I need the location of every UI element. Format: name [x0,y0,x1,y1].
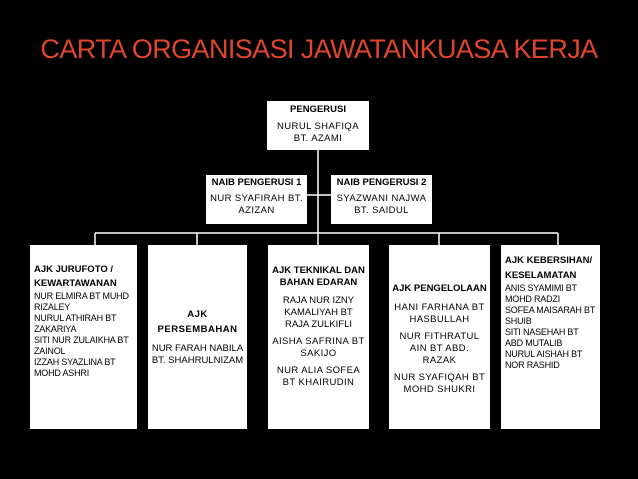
ajk-jurufoto-member: SITI NUR ZULAIKHA BT ZAINOL [34,335,129,356]
ajk-kebersihan-member: ANIS SYAMIMI BT MOHD RADZI [505,283,577,304]
naib-2-role: NAIB PENGERUSI 2 [336,177,427,188]
page-title: CARTA ORGANISASI JAWATANKUASA KERJA [40,34,598,64]
ajk-pengelolaan-member: HANI FARHANA BT HASBULLAH [394,302,485,325]
ajk-persembahan-role: AJK PERSEMBAHAN [157,309,238,335]
ajk-persembahan-member: NUR FARAH NABILA BT. SHAHRULNIZAM [151,343,244,366]
ajk-teknikal-member: RAJA NUR IZNY KAMALIYAH BT RAJA ZULKIFLI [282,295,355,330]
ajk-teknikal-member: AISHA SAFRINA BT SAKIJO [272,336,365,359]
ajk-jurufoto-member: NURUL ATHIRAH BT ZAKARIYA [34,313,117,334]
ajk-kebersihan-member: NURUL AISHAH BT NOR RASHID [505,349,583,370]
ajk-jurufoto-member: NUR ELMIRA BT MUHD RIZALEY [34,291,129,312]
ajk-pengelolaan-member: NUR FITHRATUL AIN BT ABD. RAZAK [399,331,480,366]
ajk-kebersihan-box [501,245,600,429]
naib-pengerusi-1-box [206,175,307,224]
ajk-teknikal-member: NUR ALIA SOFEA BT KHAIRUDIN [276,365,361,388]
ajk-kebersihan-role: AJK KEBERSIHAN/ KESELAMATAN [505,255,593,281]
naib-1-name: NUR SYAFIRAH BT. AZIZAN [210,193,303,216]
ajk-jurufoto-member: IZZAH SYAZLINA BT MOHD ASHRI [34,357,116,378]
pengerusi-role: PENGERUSI [290,104,346,115]
naib-1-role: NAIB PENGERUSI 1 [211,177,302,188]
naib-2-name: SYAZWANI NAJWA BT. SAIDUL [336,193,427,216]
ajk-kebersihan-member: SITI NASEHAH BT ABD MUTALIB [505,327,579,348]
ajk-persembahan-box [148,245,247,429]
ajk-pengelolaan-member: NUR SYAFIQAH BT MOHD SHUKRI [393,372,486,395]
naib-pengerusi-2-box [331,175,432,224]
ajk-jurufoto-box [30,245,137,429]
ajk-pengelolaan-role: AJK PENGELOLAAN [392,283,487,294]
ajk-teknikal-role: AJK TEKNIKAL DAN BAHAN EDARAN [272,265,365,288]
pengerusi-box [267,101,369,150]
pengerusi-name: NURUL SHAFIQA BT. AZAMI [277,121,359,144]
ajk-jurufoto-role: AJK JURUFOTO / KEWARTAWANAN [34,264,117,289]
ajk-teknikal-box [268,245,369,429]
ajk-kebersihan-member: SOFEA MAISARAH BT SHUIB [505,305,595,326]
ajk-pengelolaan-box [389,245,490,429]
